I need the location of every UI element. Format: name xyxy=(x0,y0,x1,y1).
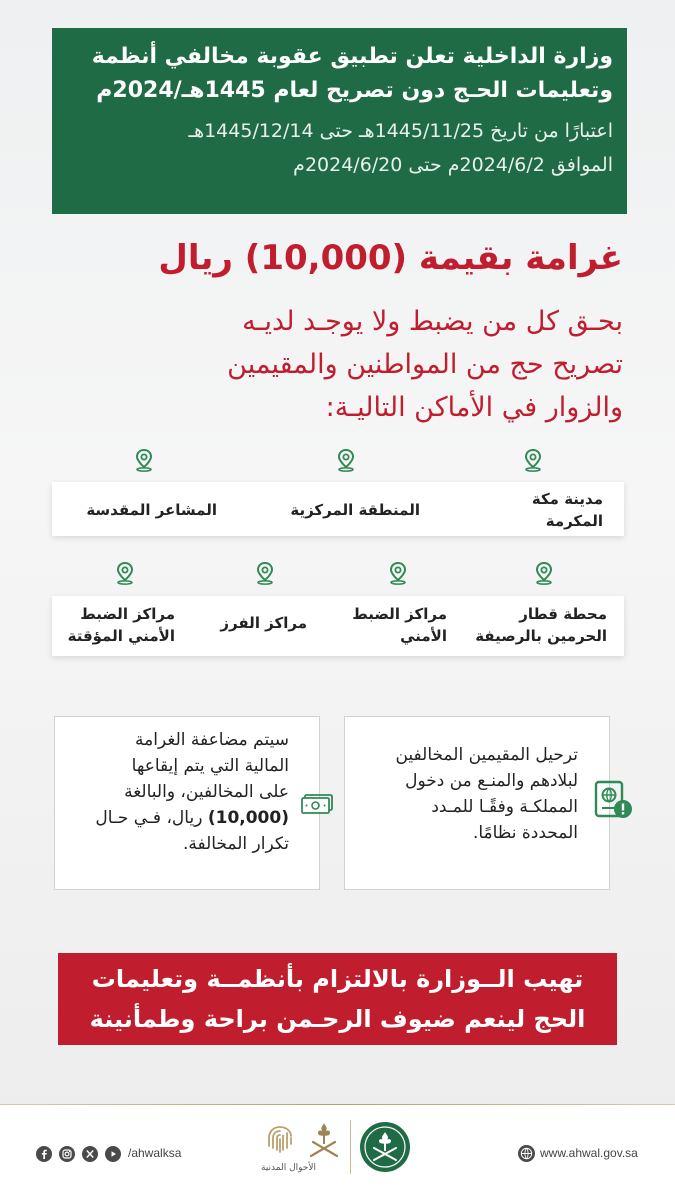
place-label: الأمني المؤقتة xyxy=(67,627,175,645)
scope-line2: تصريح حج من المواطنين والمقيمين xyxy=(227,349,623,380)
place-label: الحرمين بالرصيفة xyxy=(475,627,607,645)
cta-line1: تهيب الــوزارة بالالتزام بأنظمــة وتعليمات xyxy=(91,965,584,993)
x-twitter-icon[interactable] xyxy=(82,1146,98,1162)
header-date-line2: الموافق 2024/6/2م حتى 2024/6/20م xyxy=(293,154,613,176)
place-label: محطة قطار xyxy=(519,605,607,623)
double-fine-text xyxy=(95,727,289,857)
saudi-emblem-logo xyxy=(305,1120,343,1160)
deportation-line: المحددة نظامًا. xyxy=(472,823,578,843)
double-fine-line: على المخالفين، والبالغة xyxy=(124,782,289,802)
website-link[interactable]: www.ahwal.gov.sa xyxy=(540,1146,638,1160)
place-label: المكرمة xyxy=(545,512,603,530)
passport-warning-icon xyxy=(593,779,635,821)
header-date-line1: اعتبارًا من تاريخ 1445/11/25هـ حتى 1445/12/14هـ xyxy=(188,120,613,142)
location-pin-icon xyxy=(254,561,276,585)
deportation-line: المملكـة وفقًـا للمـدد xyxy=(431,797,578,817)
fine-heading: غرامة بقيمة (10,000) ريال xyxy=(158,238,623,278)
place-label: مدينة مكة xyxy=(531,490,603,508)
announcement-header xyxy=(52,28,627,214)
deportation-text xyxy=(395,742,578,846)
place-temp-security-control xyxy=(68,603,175,647)
social-handle[interactable]: /ahwalksa xyxy=(128,1146,182,1160)
civil-affairs-fingerprint-logo xyxy=(265,1124,295,1158)
place-label: مراكز الضبط xyxy=(352,605,447,623)
double-fine-amount: (10,000) xyxy=(207,808,289,828)
location-pin-icon xyxy=(533,561,555,585)
ministry-of-interior-logo xyxy=(357,1118,413,1176)
place-makkah xyxy=(532,488,603,532)
location-pin-icon xyxy=(522,448,544,472)
globe-icon xyxy=(518,1145,535,1162)
deportation-line: لبلادهم والمنـع من دخول xyxy=(405,771,578,791)
youtube-icon[interactable] xyxy=(105,1146,121,1162)
place-haramain-station xyxy=(475,603,607,647)
place-sorting-centers: مراكز الفرز xyxy=(220,614,307,632)
double-fine-line: سيتم مضاعفة الغرامة xyxy=(135,730,289,750)
double-fine-line: تكرار المخالفة. xyxy=(182,834,289,854)
instagram-icon[interactable] xyxy=(59,1146,75,1162)
scope-text xyxy=(43,300,623,429)
logo-divider xyxy=(350,1120,351,1174)
location-pin-icon xyxy=(114,561,136,585)
civil-affairs-label: الأحوال المدنية xyxy=(261,1163,316,1173)
scope-line3: والزوار في الأماكن التاليـة: xyxy=(325,392,623,423)
cta-line2: الحج لينعم ضيوف الرحـمن براحة وطمأنينة xyxy=(89,1005,586,1033)
facebook-icon[interactable] xyxy=(36,1146,52,1162)
double-fine-line xyxy=(95,805,289,831)
header-title-line1: وزارة الداخلية تعلن تطبيق عقوبة مخالفي أنظمة xyxy=(91,44,613,69)
place-holy-sites: المشاعر المقدسة xyxy=(86,501,217,519)
compliance-call-to-action xyxy=(58,953,617,1045)
double-fine-line: المالية التي يتم إيقاعها xyxy=(131,756,289,776)
header-title-line2: وتعليمات الحـج دون تصريح لعام 1445هـ/2024م xyxy=(96,78,613,103)
double-fine-rest: ريال، فـي حـال xyxy=(95,808,203,828)
location-pin-icon xyxy=(133,448,155,472)
place-security-control xyxy=(352,603,447,647)
deportation-line: ترحيل المقيمين المخالفين xyxy=(395,745,578,765)
location-pin-icon xyxy=(335,448,357,472)
place-central-area: المنطقة المركزية xyxy=(290,501,420,519)
location-pin-icon xyxy=(387,561,409,585)
place-label: الأمني xyxy=(400,627,447,645)
place-label: مراكز الضبط xyxy=(80,605,175,623)
scope-line1: بحـق كل من يضبط ولا يوجـد لديـه xyxy=(242,306,623,337)
money-icon xyxy=(300,793,334,815)
